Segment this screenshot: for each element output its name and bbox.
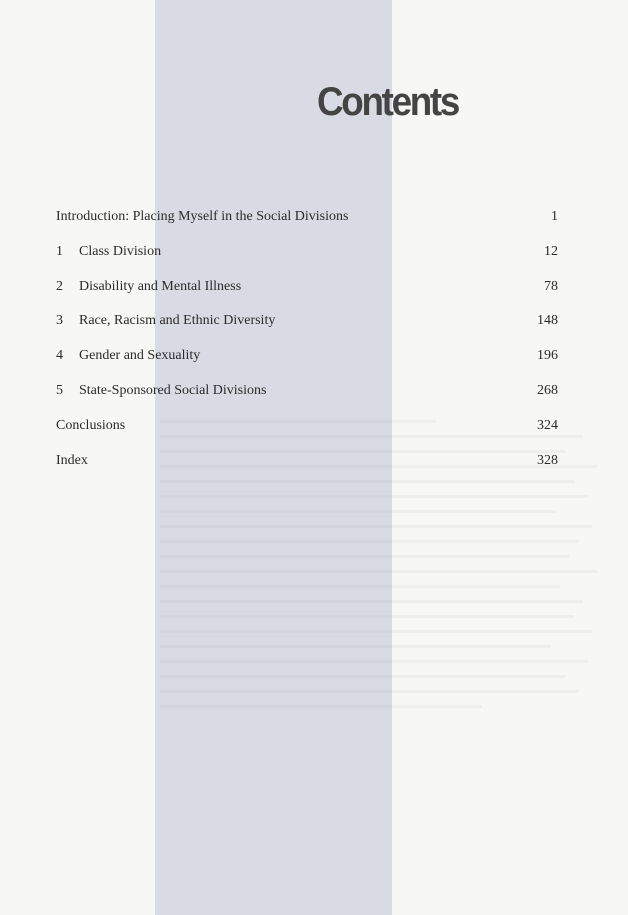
toc-entry-number: 2 [56, 278, 63, 294]
toc-entry [56, 381, 558, 416]
toc-entry-title: Index [56, 452, 88, 468]
page-title: Contents [317, 80, 459, 124]
toc-entry [56, 346, 558, 381]
toc-entry [56, 277, 558, 312]
toc-entry-page: 328 [537, 452, 558, 468]
toc-entry-page: 324 [537, 417, 558, 433]
toc-entry-page: 196 [537, 348, 558, 364]
toc-entry-number: 1 [56, 243, 63, 259]
table-of-contents [56, 207, 558, 485]
toc-entry-number: 3 [56, 313, 63, 329]
toc-entry-title: Class Division [79, 243, 162, 259]
toc-entry-title: Gender and Sexuality [79, 348, 201, 364]
toc-entry-page: 268 [537, 382, 558, 398]
toc-entry-page: 148 [537, 313, 558, 329]
toc-entry [56, 416, 558, 451]
toc-entry-title: Race, Racism and Ethnic Diversity [79, 313, 276, 329]
toc-entry-title: Introduction: Placing Myself in the Social Divisions [56, 209, 349, 224]
toc-entry-title: Disability and Mental Illness [79, 278, 242, 294]
toc-entry [56, 451, 558, 486]
toc-entry-title: State-Sponsored Social Divisions [79, 382, 267, 398]
toc-entry-page: 1 [551, 209, 558, 224]
toc-entry [56, 311, 558, 346]
toc-entry-number: 5 [56, 382, 63, 398]
toc-entry-title: Conclusions [56, 417, 126, 433]
toc-entry-page: 12 [544, 243, 558, 259]
toc-entry [56, 207, 558, 242]
toc-entry [56, 242, 558, 277]
toc-entry-number: 4 [56, 348, 63, 364]
toc-entry-page: 78 [544, 278, 558, 294]
